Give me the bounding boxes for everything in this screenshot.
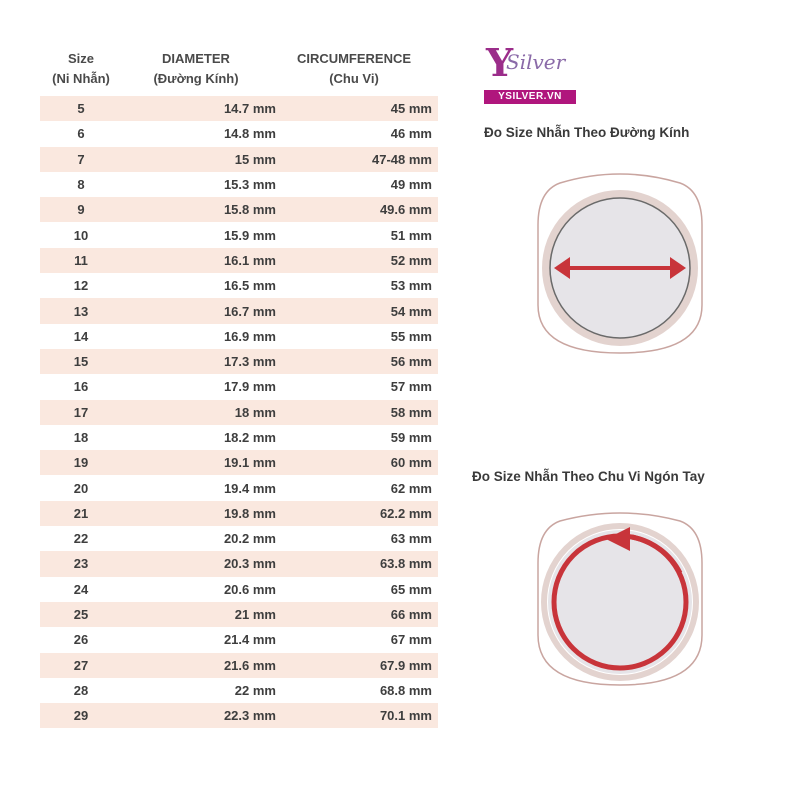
header-circumference-line2: (Chu Vi) bbox=[329, 71, 379, 86]
size-cell: 20 bbox=[73, 480, 89, 496]
table-row bbox=[40, 450, 438, 475]
ring-circumference-diagram-icon bbox=[520, 505, 720, 705]
size-cell: 23 bbox=[73, 556, 89, 572]
table-row bbox=[40, 551, 438, 576]
diameter-cell: 19.1 mm bbox=[223, 455, 276, 471]
circumference-cell: 59 mm bbox=[390, 430, 432, 445]
header-circumference bbox=[270, 42, 438, 96]
table-row bbox=[40, 501, 438, 526]
header-size-line1: Size bbox=[67, 51, 94, 66]
table-row bbox=[40, 577, 438, 602]
diameter-cell: 21.6 mm bbox=[223, 657, 276, 673]
table-row bbox=[40, 374, 438, 399]
diameter-cell: 14.7 mm bbox=[223, 101, 276, 117]
diameter-cell: 20.3 mm bbox=[223, 556, 276, 572]
table-row bbox=[40, 602, 438, 627]
table-row bbox=[40, 222, 438, 247]
circumference-cell: 66 mm bbox=[390, 607, 432, 623]
circumference-cell: 70.1 mm bbox=[379, 708, 432, 724]
diameter-cell: 15.9 mm bbox=[223, 227, 276, 243]
diameter-cell: 16.1 mm bbox=[223, 252, 276, 268]
size-cell: 25 bbox=[73, 607, 89, 623]
header-size-line2: (Ni Nhẫn) bbox=[52, 71, 110, 86]
size-cell: 14 bbox=[73, 328, 89, 344]
circumference-cell: 63.8 mm bbox=[379, 556, 432, 572]
circumference-cell: 67.9 mm bbox=[379, 657, 432, 673]
diameter-cell: 19.8 mm bbox=[223, 505, 276, 521]
table-row bbox=[40, 653, 438, 678]
circumference-cell: 49.6 mm bbox=[379, 202, 432, 218]
diameter-cell: 14.8 mm bbox=[223, 126, 276, 142]
header-diameter-line1: DIAMETER bbox=[162, 51, 230, 66]
size-cell: 7 bbox=[77, 151, 85, 167]
size-cell: 6 bbox=[77, 126, 85, 142]
table-row bbox=[40, 197, 438, 222]
circumference-cell: 56 mm bbox=[390, 354, 432, 370]
table-header bbox=[40, 42, 438, 96]
size-cell: 22 bbox=[73, 531, 89, 547]
table-row bbox=[40, 703, 438, 728]
diameter-cell: 20.2 mm bbox=[223, 531, 276, 547]
diameter-cell: 18 mm bbox=[234, 404, 276, 420]
size-cell: 26 bbox=[73, 632, 89, 648]
table-row bbox=[40, 121, 438, 146]
caption-circumference: Đo Size Nhẫn Theo Chu Vi Ngón Tay bbox=[472, 469, 705, 484]
circumference-cell: 52 mm bbox=[390, 252, 432, 268]
table-row bbox=[40, 627, 438, 652]
size-cell: 13 bbox=[73, 303, 89, 319]
circumference-cell: 49 mm bbox=[390, 177, 432, 193]
table-row bbox=[40, 147, 438, 172]
size-cell: 9 bbox=[77, 202, 85, 218]
diameter-cell: 16.9 mm bbox=[223, 328, 276, 344]
size-cell: 19 bbox=[73, 455, 89, 471]
circumference-cell: 53 mm bbox=[390, 278, 432, 294]
ysilver-logo bbox=[484, 40, 584, 110]
size-cell: 10 bbox=[73, 227, 89, 243]
table-row bbox=[40, 172, 438, 197]
table-row bbox=[40, 96, 438, 121]
diameter-cell: 22 mm bbox=[234, 682, 276, 698]
circumference-cell: 68.8 mm bbox=[379, 682, 432, 698]
table-row bbox=[40, 349, 438, 374]
logo-domain: YSILVER.VN bbox=[484, 90, 576, 104]
circumference-cell: 60 mm bbox=[390, 455, 432, 471]
header-diameter-line2: (Đường Kính) bbox=[153, 71, 239, 86]
header-size bbox=[40, 42, 122, 96]
table-row bbox=[40, 475, 438, 500]
ring-diameter-diagram-icon bbox=[520, 165, 720, 365]
size-cell: 8 bbox=[77, 177, 85, 193]
diameter-cell: 21 mm bbox=[234, 607, 276, 623]
diameter-cell: 16.5 mm bbox=[223, 278, 276, 294]
table-row bbox=[40, 298, 438, 323]
size-cell: 17 bbox=[73, 404, 89, 420]
diameter-cell: 15.8 mm bbox=[223, 202, 276, 218]
size-cell: 24 bbox=[73, 581, 89, 597]
circumference-cell: 63 mm bbox=[390, 531, 432, 547]
ring-size-table bbox=[40, 42, 438, 728]
table-row bbox=[40, 273, 438, 298]
table-row bbox=[40, 400, 438, 425]
circumference-cell: 62 mm bbox=[390, 480, 432, 496]
header-diameter bbox=[122, 42, 270, 96]
size-cell: 28 bbox=[73, 682, 89, 698]
size-cell: 21 bbox=[73, 505, 89, 521]
circumference-cell: 65 mm bbox=[390, 581, 432, 597]
table-row bbox=[40, 678, 438, 703]
table-row bbox=[40, 248, 438, 273]
diameter-cell: 15.3 mm bbox=[223, 177, 276, 193]
circumference-cell: 58 mm bbox=[390, 404, 432, 420]
size-cell: 11 bbox=[74, 252, 88, 268]
diameter-cell: 18.2 mm bbox=[223, 430, 276, 445]
diameter-cell: 17.9 mm bbox=[223, 379, 276, 395]
size-cell: 29 bbox=[73, 708, 89, 724]
circumference-cell: 62.2 mm bbox=[379, 505, 432, 521]
circumference-cell: 45 mm bbox=[390, 101, 432, 117]
table-body bbox=[40, 96, 438, 728]
circumference-cell: 55 mm bbox=[390, 328, 432, 344]
circumference-cell: 57 mm bbox=[390, 379, 432, 395]
table-row bbox=[40, 526, 438, 551]
size-cell: 12 bbox=[73, 278, 89, 294]
size-cell: 15 bbox=[73, 354, 89, 370]
diameter-cell: 20.6 mm bbox=[223, 581, 276, 597]
circumference-cell: 47-48 mm bbox=[372, 151, 432, 167]
diameter-cell: 21.4 mm bbox=[223, 632, 276, 648]
size-cell: 27 bbox=[73, 657, 89, 673]
size-cell: 16 bbox=[73, 379, 89, 395]
table-row bbox=[40, 324, 438, 349]
circumference-cell: 46 mm bbox=[390, 126, 432, 142]
caption-diameter: Đo Size Nhẫn Theo Đường Kính bbox=[484, 125, 690, 140]
diameter-cell: 19.4 mm bbox=[223, 480, 276, 496]
circumference-cell: 51 mm bbox=[390, 227, 432, 243]
circumference-cell: 54 mm bbox=[390, 303, 432, 319]
size-cell: 5 bbox=[77, 101, 85, 117]
diameter-cell: 15 mm bbox=[234, 151, 276, 167]
header-circumference-line1: CIRCUMFERENCE bbox=[296, 51, 412, 66]
logo-mark: Y bbox=[486, 40, 514, 85]
circumference-cell: 67 mm bbox=[390, 632, 432, 648]
size-cell: 18 bbox=[73, 430, 89, 445]
logo-script: Silver bbox=[506, 50, 566, 74]
diameter-cell: 22.3 mm bbox=[223, 708, 276, 724]
diameter-cell: 16.7 mm bbox=[223, 303, 276, 319]
diameter-cell: 17.3 mm bbox=[223, 354, 276, 370]
table-row bbox=[40, 425, 438, 450]
